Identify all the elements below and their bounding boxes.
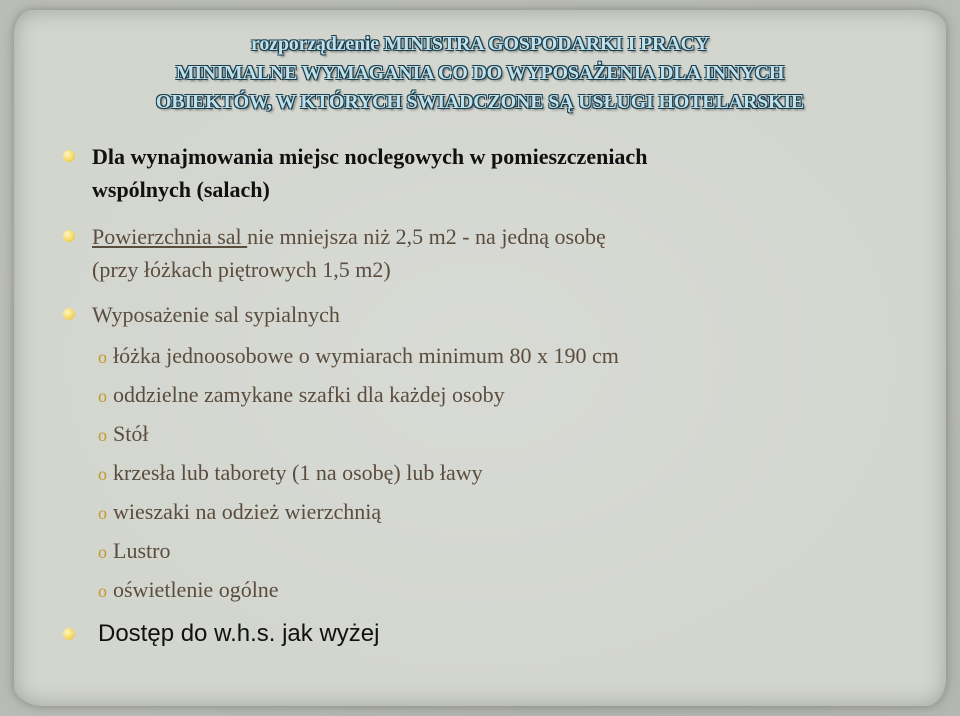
equipment-heading: Wyposażenie sal sypialnych — [92, 302, 340, 327]
bullet-icon — [63, 628, 75, 640]
bullet-icon — [63, 150, 75, 162]
sub-item-text: krzesła lub taborety (1 na osobę) lub ławy — [113, 460, 483, 485]
title-line-1: rozporządzenie MINISTRA GOSPODARKI I PRACY — [251, 33, 709, 55]
sub-item-text: wieszaki na odzież wierzchnią — [113, 499, 382, 524]
bullet-icon — [63, 308, 75, 320]
sub-item — [98, 575, 279, 606]
sub-item — [98, 536, 170, 567]
sub-item-text: Lustro — [113, 538, 171, 563]
title-line-2: MINIMALNE WYMAGANIA CO DO WYPOSAŻENIA DLA INNYCH — [175, 62, 785, 84]
sub-item — [98, 497, 381, 528]
sub-item-text: Stół — [113, 421, 149, 446]
sub-item-marker: o — [98, 503, 107, 523]
area-underlined: Powierzchnia sal — [92, 224, 248, 249]
last-bullet-text: Dostęp do w.h.s. jak wyżej — [98, 620, 380, 647]
sub-item-marker: o — [98, 347, 107, 367]
sub-item-text: łóżka jednoosobowe o wymiarach minimum 80 x 190 cm — [113, 343, 619, 368]
heading-line-2: wspólnych (salach) — [92, 177, 270, 202]
sub-item-marker: o — [98, 581, 107, 601]
sub-item — [98, 341, 619, 372]
heading-line-1: Dla wynajmowania miejsc noclegowych w pomieszczeniach — [92, 144, 648, 169]
sub-item-marker: o — [98, 464, 107, 484]
sub-item — [98, 458, 483, 489]
title-line-3: OBIEKTÓW, W KTÓRYCH ŚWIADCZONE SĄ USŁUGI HOTELARSKIE — [155, 91, 805, 113]
area-line-1 — [92, 220, 606, 253]
sub-item — [98, 380, 505, 411]
sub-item-marker: o — [98, 386, 107, 406]
bullet-icon — [63, 230, 75, 242]
sub-item-text: oddzielne zamykane szafki dla każdej osoby — [113, 382, 505, 407]
sub-item-text: oświetlenie ogólne — [113, 577, 279, 602]
sub-item-marker: o — [98, 542, 107, 562]
area-rest: nie mniejsza niż 2,5 m2 - na jedną osobę — [247, 224, 606, 249]
area-line-2: (przy łóżkach piętrowych 1,5 m2) — [92, 257, 391, 282]
sub-item-marker: o — [98, 425, 107, 445]
sub-item — [98, 419, 148, 450]
